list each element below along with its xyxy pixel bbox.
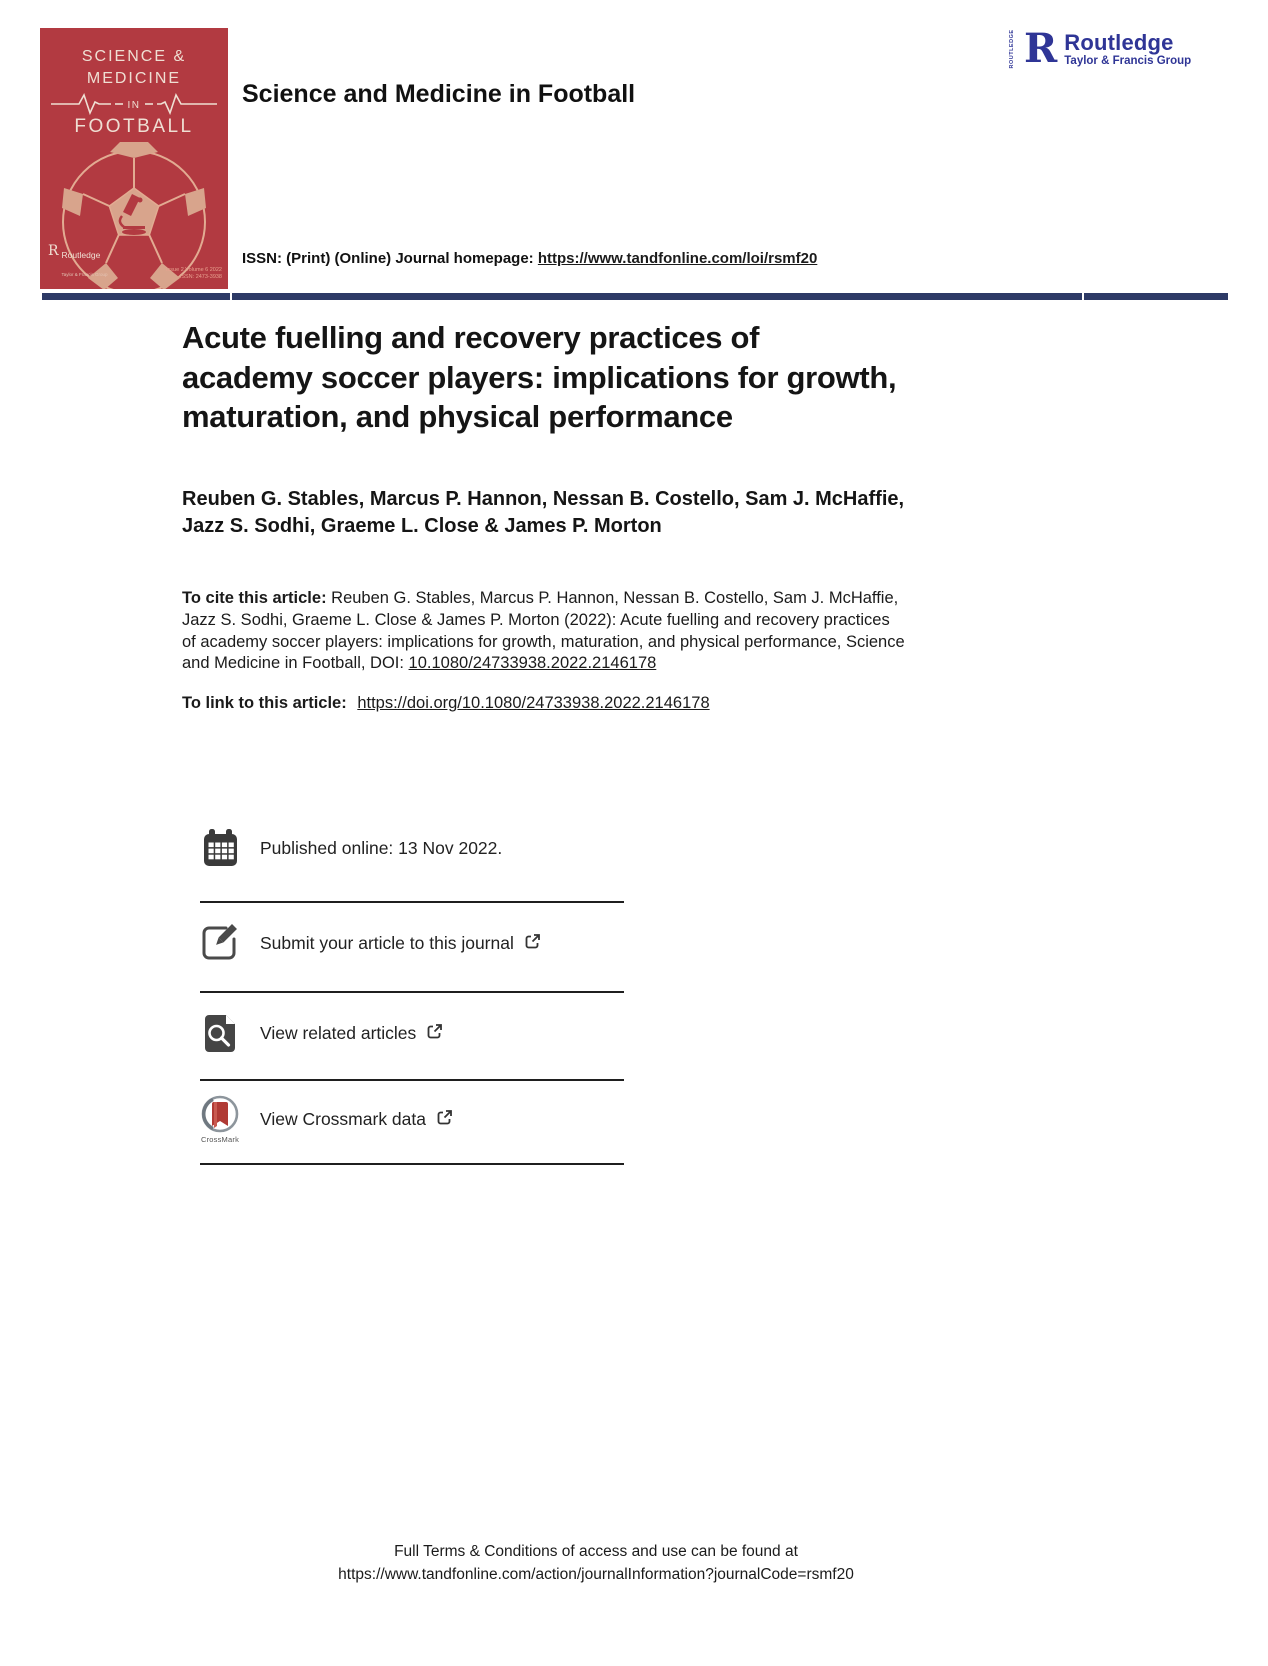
doi-link[interactable]: 10.1080/24733938.2022.2146178 — [408, 654, 657, 673]
routledge-logo — [1008, 25, 1192, 72]
header-rule-segment — [42, 293, 230, 300]
cover-publisher-name: Routledge — [61, 250, 101, 260]
link-label: To link to this article: — [182, 694, 347, 712]
routledge-r-glyph: R — [48, 243, 59, 259]
cover-publisher-mark — [48, 245, 108, 281]
issn-homepage-line — [242, 250, 817, 267]
link-to-article-line — [182, 694, 710, 713]
footer-journal-info-link[interactable]: https://www.tandfonline.com/action/journalInformation?journalCode=rsmf20 — [338, 1566, 854, 1583]
cover-title-line2: MEDICINE — [86, 70, 182, 87]
crossmark-icon — [200, 1094, 240, 1134]
external-link-icon — [523, 932, 542, 951]
routledge-r-icon: R — [1024, 25, 1058, 72]
published-online-label: Published online: 13 Nov 2022. — [260, 837, 503, 858]
journal-cover — [40, 28, 228, 289]
header-rule-segment — [1084, 293, 1228, 300]
routledge-wordmark: Routledge — [1064, 30, 1174, 55]
footer-line1: Full Terms & Conditions of access and use can be found at — [394, 1543, 798, 1560]
svg-text:IN: IN — [127, 100, 141, 111]
view-crossmark-label[interactable]: View Crossmark data — [260, 1108, 426, 1129]
citation-block: To cite this article: Reuben G. Stables, Marcus P. Hannon, Nessan B. Costello, Sam J. McHaffie, Jazz S. Sodhi, Graeme L. Close & James P. Morton (2022): Acute fuelling and recovery practices of academy soccer players: implications for growth, maturation, and physical performance, Science and Medicine in Football, DOI: 10.1080/24733938.2022.2146178 — [182, 589, 905, 673]
submit-article-icon — [199, 922, 241, 964]
heartbeat-line-icon — [49, 90, 219, 116]
cite-label: To cite this article: — [182, 589, 327, 607]
view-related-articles-label[interactable]: View related articles — [260, 1022, 417, 1043]
calendar-icon — [202, 828, 239, 868]
issn-label: ISSN: (Print) (Online) Journal homepage: — [242, 250, 534, 267]
divider — [200, 1079, 624, 1081]
taylor-francis-group-label: Taylor & Francis Group — [1064, 55, 1192, 67]
divider — [200, 901, 624, 903]
routledge-vertical-text: ROUTLEDGE — [1009, 29, 1015, 69]
cover-issue-info: Issue 2 Volume 6 2022 ISSN: 2473-3938 — [166, 267, 222, 280]
crossmark-caption: CrossMark — [200, 1135, 240, 1144]
article-title: Acute fuelling and recovery practices of academy soccer players: implications for growth, maturation, and physical performance — [182, 320, 897, 434]
footer-terms — [0, 1540, 1192, 1586]
header-rule-segment — [232, 293, 1082, 300]
view-crossmark-row[interactable] — [198, 1094, 454, 1144]
submit-article-label[interactable]: Submit your article to this journal — [260, 932, 514, 953]
article-authors: Reuben G. Stables, Marcus P. Hannon, Nessan B. Costello, Sam J. McHaffie, Jazz S. Sodhi, Graeme L. Close & James P. Morton — [182, 488, 905, 537]
journal-homepage-link[interactable]: https://www.tandfonline.com/loi/rsmf20 — [537, 250, 818, 267]
divider — [200, 991, 624, 993]
related-articles-icon — [200, 1012, 240, 1054]
cover-title-line1: SCIENCE & — [81, 48, 187, 65]
cover-publisher-group: Taylor & Francis Group — [61, 272, 108, 277]
submit-article-row[interactable] — [198, 922, 542, 964]
view-related-articles-row[interactable] — [198, 1012, 444, 1054]
external-link-icon — [435, 1108, 454, 1127]
journal-name-heading: Science and Medicine in Football — [242, 80, 636, 108]
external-link-icon — [425, 1022, 444, 1041]
doi-url-link[interactable]: https://doi.org/10.1080/24733938.2022.2146178 — [357, 694, 710, 712]
divider — [200, 1163, 624, 1165]
published-online-row — [198, 828, 502, 868]
cover-title-line3: FOOTBALL — [74, 116, 194, 137]
